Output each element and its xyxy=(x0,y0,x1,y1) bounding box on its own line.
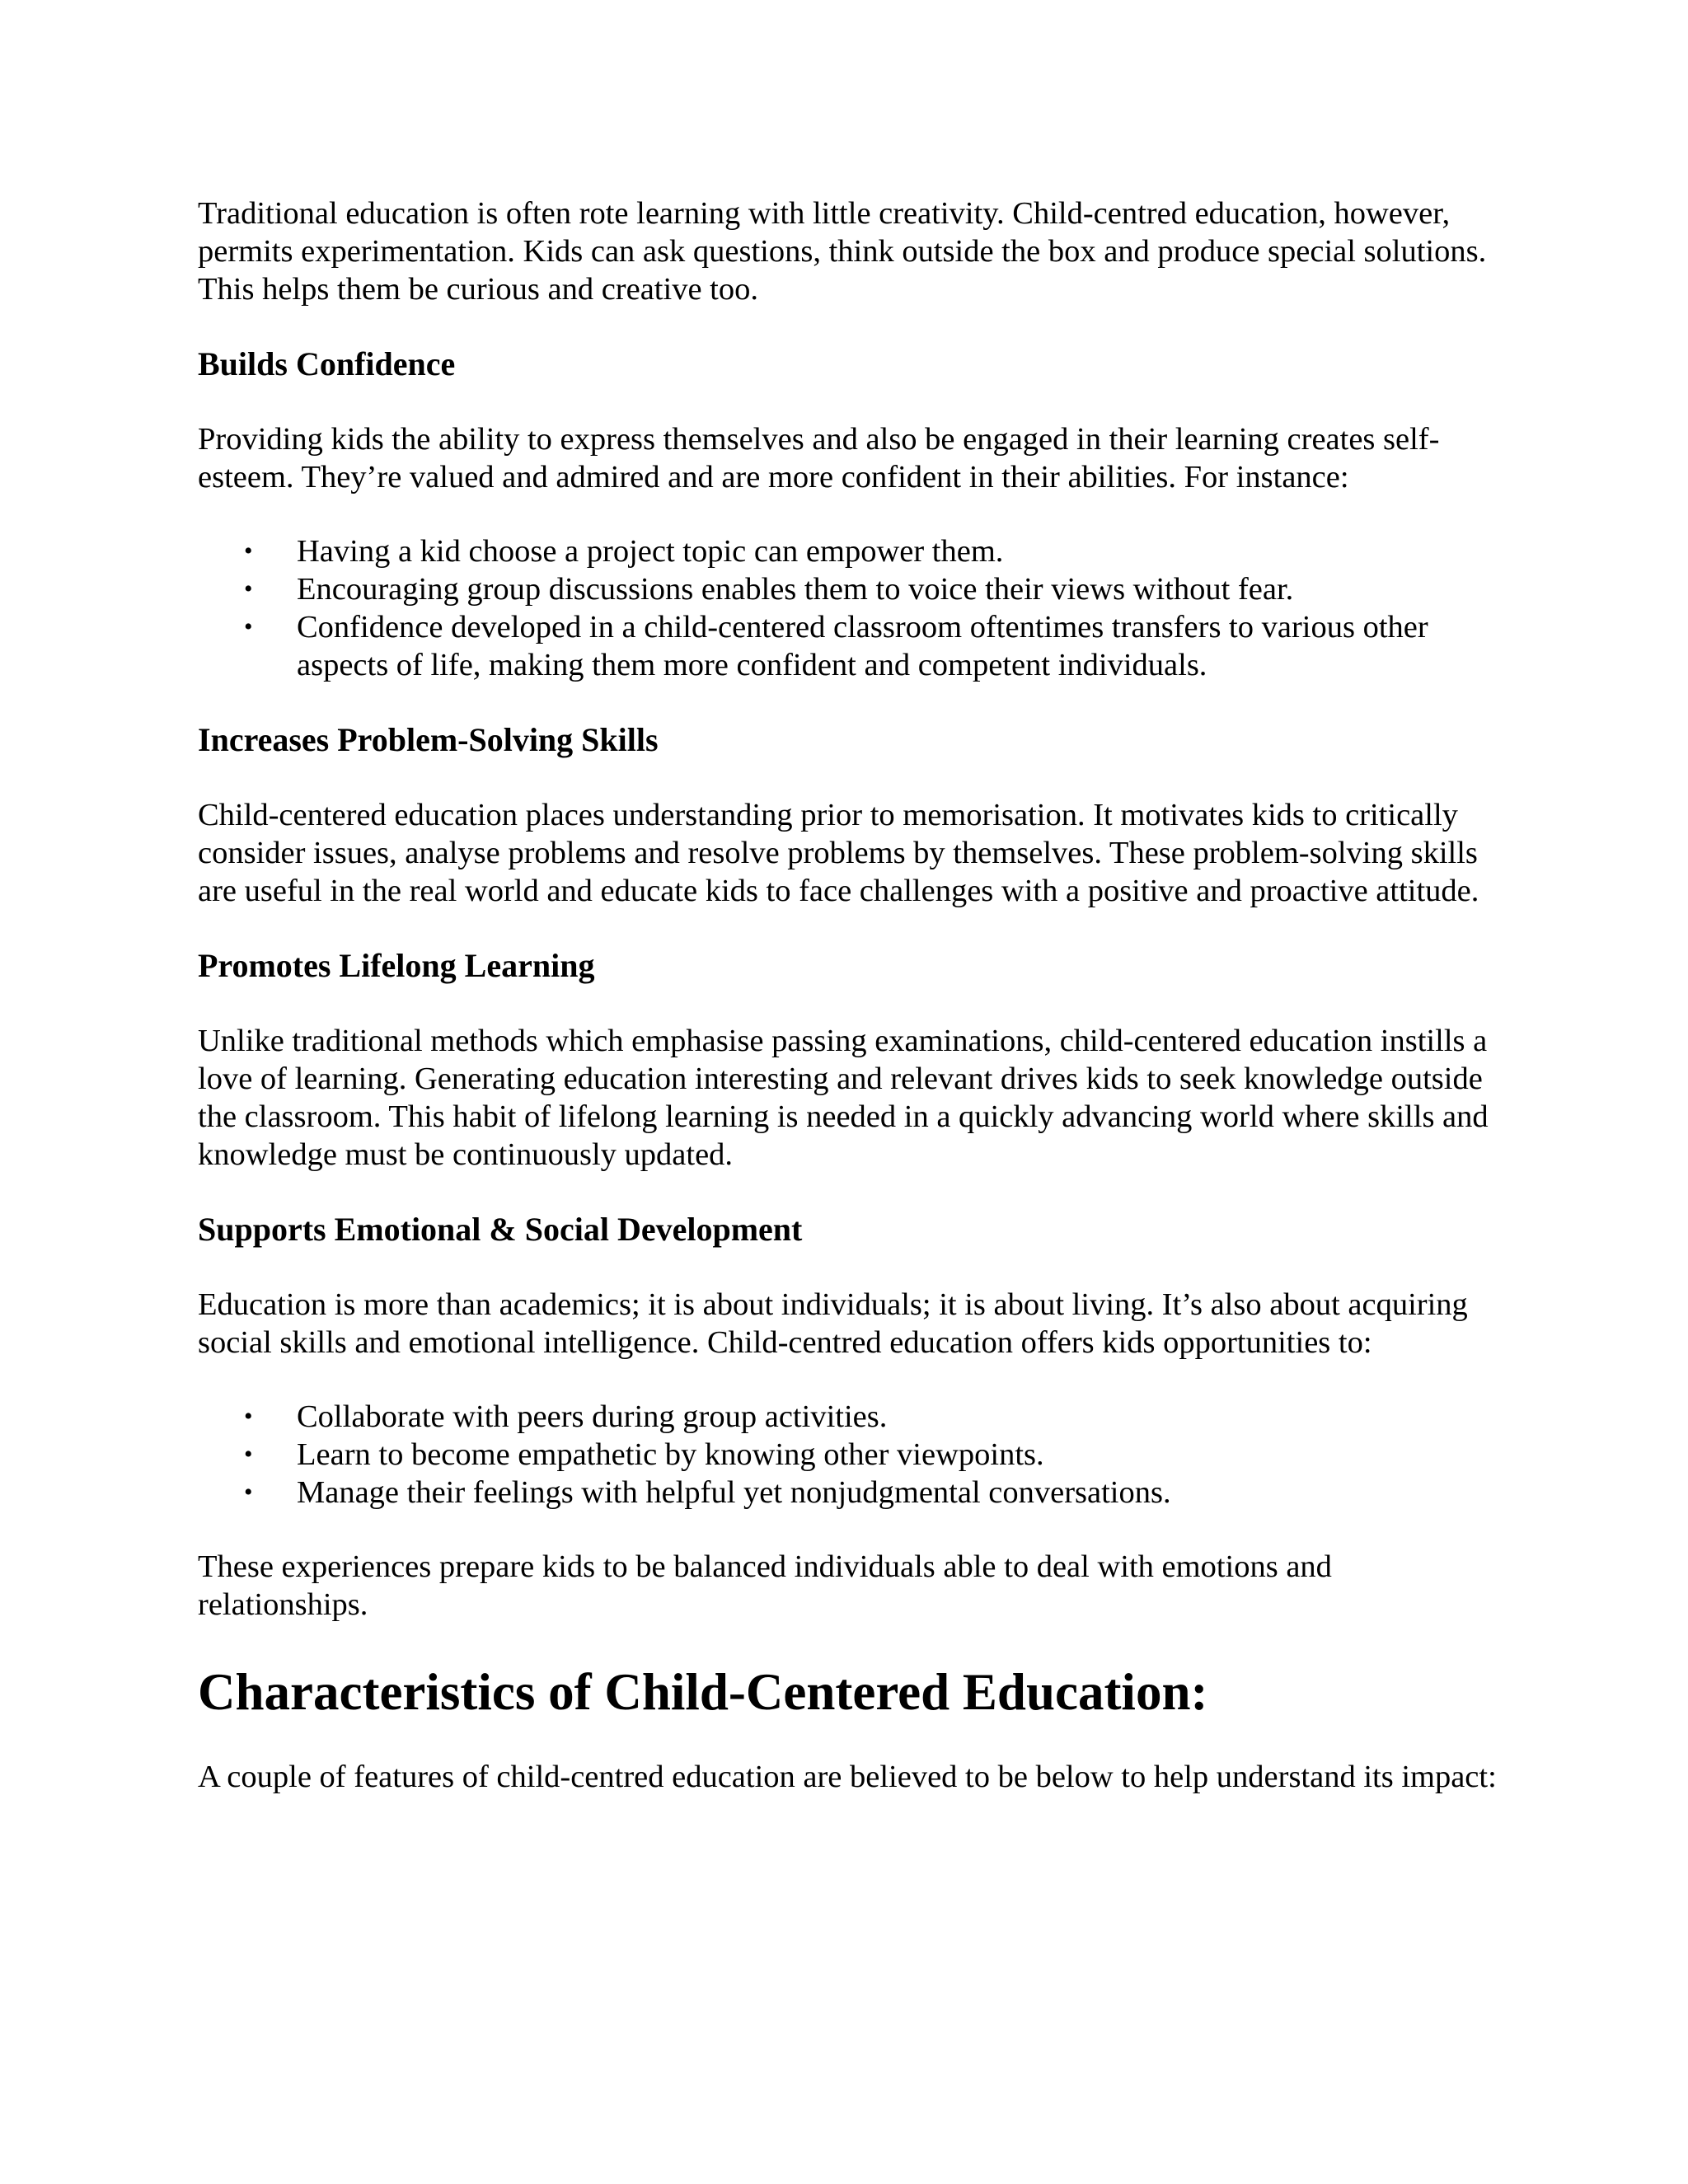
list-item-text: Manage their feelings with helpful yet nonjudgmental conversations. xyxy=(297,1475,1171,1510)
heading-lifelong-learning: Promotes Lifelong Learning xyxy=(198,947,595,984)
list-item xyxy=(198,532,1500,570)
list-item xyxy=(198,608,1500,684)
list-item-text: Confidence developed in a child-centered classroom oftentimes transfers to various other aspects of life, making them more confident and competent individuals. xyxy=(297,610,1428,682)
emotional-bullet-list xyxy=(198,1398,1500,1511)
list-item xyxy=(198,1474,1500,1511)
list-item-text: Encouraging group discussions enables them to voice their views without fear. xyxy=(297,572,1294,607)
heading-characteristics: Characteristics of Child-Centered Education: xyxy=(198,1663,1208,1721)
lifelong-learning-paragraph: Unlike traditional methods which emphasise passing examinations, child-centered education instills a love of learning. Generating education interesting and relevant drives kids to seek knowledge outside the classroom. This habit of lifelong learning is needed in a quickly advancing world where skills and knowledge must be continuously updated. xyxy=(198,1024,1489,1172)
list-item-text: Collaborate with peers during group activities. xyxy=(297,1399,888,1434)
emotional-social-paragraph: Education is more than academics; it is about individuals; it is about living. It’s also about acquiring social skills and emotional intelligence. Child-centred education offers kids opportunities to: xyxy=(198,1287,1468,1360)
confidence-bullet-list xyxy=(198,532,1500,684)
bullet-glyph: • xyxy=(244,537,253,565)
emotional-closing-paragraph: These experiences prepare kids to be balanced individuals able to deal with emotions and relationships. xyxy=(198,1549,1332,1622)
bullet-glyph: • xyxy=(244,1403,253,1430)
confidence-paragraph: Providing kids the ability to express themselves and also be engaged in their learning creates self-esteem. They’re valued and admired and are more confident in their abilities. For instance: xyxy=(198,422,1440,494)
bullet-glyph: • xyxy=(244,613,253,640)
document-page xyxy=(198,194,1500,1796)
characteristics-paragraph: A couple of features of child-centred education are believed to be below to help understand its impact: xyxy=(198,1760,1497,1794)
intro-paragraph: Traditional education is often rote learning with little creativity. Child-centred education, however, permits experimentation. Kids can ask questions, think outside the box and produce special solutions. This helps them be curious and creative too. xyxy=(198,196,1487,307)
list-item xyxy=(198,570,1500,608)
bullet-glyph: • xyxy=(244,1441,253,1468)
bullet-glyph: • xyxy=(244,1479,253,1506)
heading-emotional-social: Supports Emotional & Social Development xyxy=(198,1211,803,1248)
bullet-glyph: • xyxy=(244,575,253,602)
heading-problem-solving: Increases Problem-Solving Skills xyxy=(198,721,659,758)
list-item-text: Learn to become empathetic by knowing other viewpoints. xyxy=(297,1437,1044,1472)
list-item xyxy=(198,1436,1500,1474)
heading-builds-confidence: Builds Confidence xyxy=(198,345,456,382)
list-item xyxy=(198,1398,1500,1436)
list-item-text: Having a kid choose a project topic can empower them. xyxy=(297,534,1004,569)
problem-solving-paragraph: Child-centered education places understanding prior to memorisation. It motivates kids to critically consider issues, analyse problems and resolve problems by themselves. These problem-solving skills are useful in the real world and educate kids to face challenges with a positive and proactive attitude. xyxy=(198,798,1479,908)
